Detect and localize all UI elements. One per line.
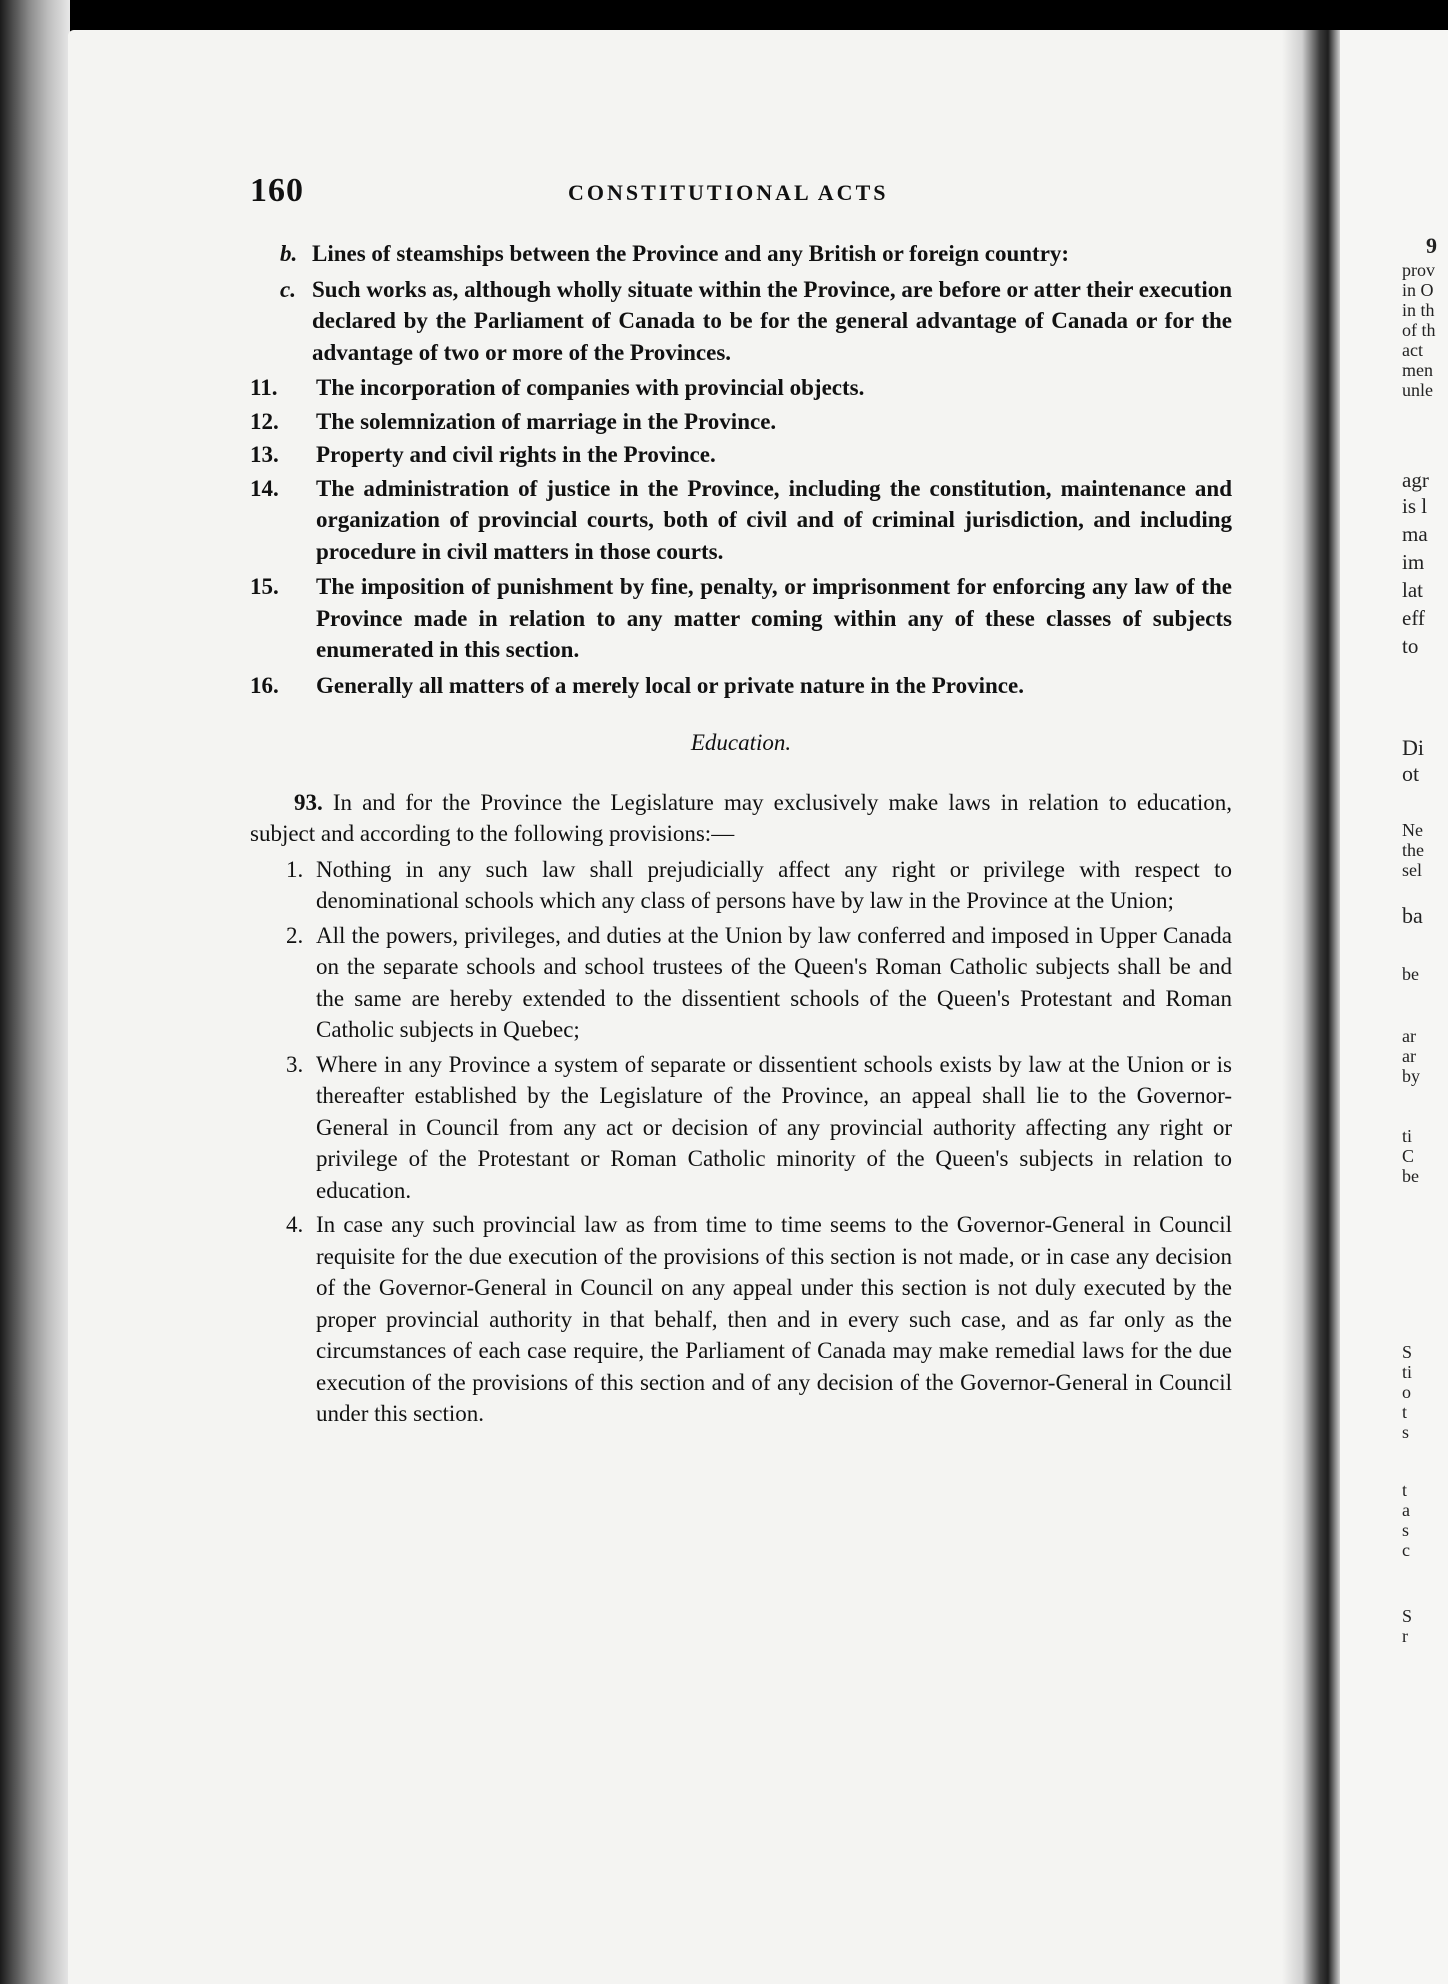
list-item (250, 274, 1232, 369)
provision-number: 2. (286, 922, 304, 948)
fragment-text: of th (1402, 320, 1436, 340)
provision-item (250, 1049, 1232, 1207)
section-number: 93. (294, 789, 323, 815)
provision-text: All the powers, privileges, and duties at the Union by law conferred and imposed in Upper Canada on the separate schools and school trustees of the Queen's Roman Catholic subjects shall be and the same are hereby extended to the dissentient schools of the Queen's Protestant and Roman Catholic subjects in Quebec; (316, 922, 1232, 1042)
fragment-text: im (1402, 550, 1425, 574)
section-93-paragraph (250, 787, 1232, 850)
list-item (250, 372, 1232, 404)
provision-item (250, 854, 1232, 917)
provision-number: 1. (286, 856, 304, 882)
fragment-text: t (1402, 1480, 1408, 1500)
fragment-text: S (1402, 1342, 1413, 1362)
list-item (250, 439, 1232, 471)
page-stack-edge (0, 0, 70, 1984)
section-intro: In and for the Province the Legislature may exclusively make laws in relation to education, subject and according to the following provisions:— (250, 789, 1232, 846)
fragment-text: in O (1402, 280, 1434, 300)
item-text: Such works as, although wholly situate within the Province, are before or atter their execution declared by the Parliament of Canada to be for the general advantage of Canada or for the advantage of two or more of the Provinces. (312, 276, 1232, 365)
body-text (250, 238, 1232, 1430)
fragment-text: s (1402, 1422, 1410, 1442)
fragment-text: by (1402, 1066, 1420, 1086)
provision-text: Where in any Province a system of separate or dissentient schools exists by law at the Union or is thereafter established by the Legislature of the Province, an appeal shall lie to the Governor-General in Council from any act or decision of any provincial authority affecting any right or privilege of the Protestant or Roman Catholic minority of the Queen's subjects in relation to education. (316, 1051, 1232, 1203)
item-text: Lines of steamships between the Province and any British or foreign country: (312, 241, 1070, 266)
fragment-text: C (1402, 1146, 1415, 1166)
item-number: 11. (250, 375, 278, 400)
fragment-text: ma (1402, 522, 1428, 546)
fragment-text: be (1402, 964, 1419, 984)
fragment-text: 9 (1426, 233, 1437, 258)
fragment-text: t (1402, 1402, 1408, 1422)
list-item (250, 238, 1232, 270)
fragment-text: agr (1402, 468, 1429, 492)
list-item (250, 670, 1232, 702)
item-number: 12. (250, 408, 279, 434)
list-item (250, 571, 1232, 666)
item-marker: c. (280, 276, 296, 302)
provision-item (250, 1209, 1232, 1430)
fragment-text: s (1402, 1520, 1410, 1540)
fragment-text: o (1402, 1382, 1411, 1402)
item-text: The imposition of punishment by fine, penalty, or imprisonment for enforcing any law of the Province made in relation to any matter coming within any of these classes of subjects enumerated in this section. (316, 574, 1232, 662)
provision-item (250, 920, 1232, 1046)
fragment-text: r (1402, 1626, 1408, 1646)
fragment-text: ba (1402, 903, 1423, 928)
fragment-text: ti (1402, 1362, 1413, 1382)
fragment-text: is l (1402, 494, 1428, 518)
fragment-text: ot (1402, 761, 1420, 786)
fragment-text: ti (1402, 1126, 1413, 1146)
facing-page-fragment (1340, 30, 1448, 1984)
fragment-text: men (1402, 360, 1433, 380)
fragment-text: Di (1402, 735, 1424, 760)
page-number: 160 (250, 172, 304, 209)
running-header (250, 172, 1230, 212)
provision-text: In case any such provincial law as from time to time seems to the Governor-General in Council requisite for the due execution of the provisions of this section is not made, or in case any decision of the Governor-General in Council on any appeal under this section is not duly executed by the proper provincial authority in that behalf, then and in every such case, and as far only as the circumstances of each case require, the Parliament of Canada may make remedial laws for the due execution of the provisions of this section and of any decision of the Governor-General in Council under this section. (316, 1212, 1232, 1426)
fragment-text: a (1402, 1500, 1410, 1520)
fragment-text: in th (1402, 300, 1435, 320)
provision-number: 4. (286, 1212, 304, 1237)
fragment-text: be (1402, 1166, 1419, 1186)
item-number: 14. (250, 475, 279, 501)
fragment-text: S (1402, 1606, 1413, 1626)
provision-number: 3. (286, 1051, 304, 1077)
fragment-text: ar (1402, 1046, 1416, 1066)
fragment-text: prov (1402, 260, 1435, 280)
item-text: Generally all matters of a merely local or private nature in the Province. (316, 672, 1024, 698)
fragment-text: unle (1402, 380, 1433, 400)
item-text: Property and civil rights in the Province. (316, 442, 716, 467)
section-heading: Education. (690, 730, 792, 755)
fragment-text: sel (1402, 860, 1422, 880)
item-number: 16. (250, 672, 279, 698)
fragment-text: Ne (1402, 820, 1423, 840)
list-item (250, 473, 1232, 568)
book-gutter (1282, 30, 1342, 1984)
item-number: 13. (250, 442, 279, 467)
item-marker: b. (280, 241, 298, 266)
list-item (250, 406, 1232, 438)
fragment-text: to (1402, 634, 1419, 658)
item-text: The incorporation of companies with provincial objects. (316, 375, 865, 400)
item-text: The administration of justice in the Province, including the constitution, maintenance and organization of provincial courts, both of civil and of criminal jurisdiction, and including procedure in civil matters in those courts. (316, 475, 1232, 564)
fragment-text: eff (1402, 606, 1425, 630)
fragment-text: c (1402, 1540, 1410, 1560)
fragment-text: act (1402, 340, 1423, 360)
fragment-text: the (1402, 840, 1424, 860)
fragment-text: ar (1402, 1026, 1416, 1046)
item-number: 15. (250, 574, 279, 599)
item-text: The solemnization of marriage in the Province. (316, 408, 777, 434)
header-title: CONSTITUTIONAL ACTS (568, 180, 889, 205)
fragment-text: lat (1402, 578, 1423, 602)
provision-text: Nothing in any such law shall prejudicially affect any right or privilege with respect to denominational schools which any class of persons have by law in the Province at the Union; (316, 856, 1232, 913)
